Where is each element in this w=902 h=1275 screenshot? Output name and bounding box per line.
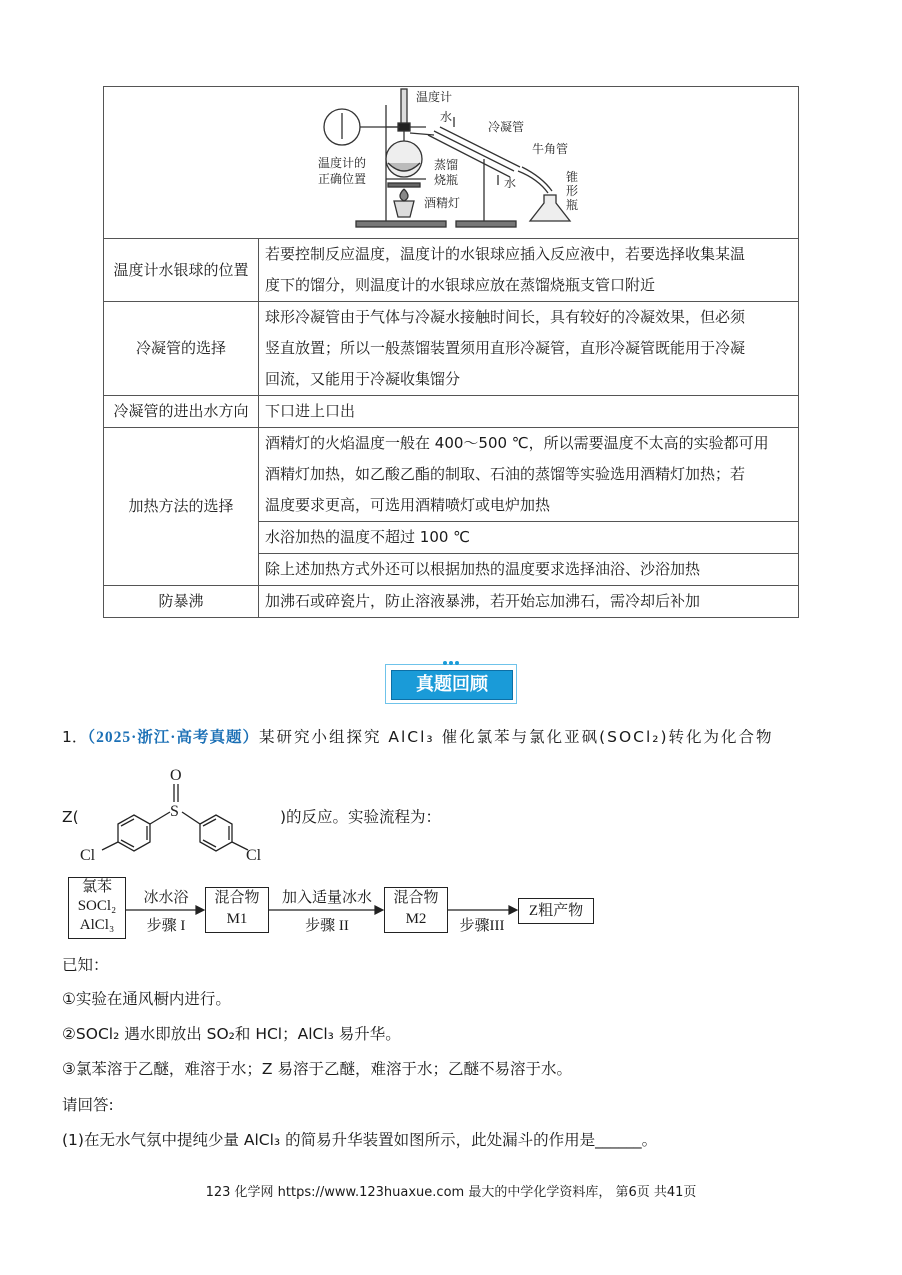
flow-start-line: 氯苯 [81,879,112,895]
label-water-top: 水 [440,110,453,124]
row-line: 若要控制反应温度，温度计的水银球应插入反应液中，若要选择收集某温 [265,245,746,263]
label-thermometer-position-2: 正确位置 [318,172,367,186]
row-content: 水浴加热的温度不超过 100 ℃ [259,522,799,554]
known-mark: ① [62,990,76,1008]
row-line: 回流，又能用于冷凝收集馏分 [265,370,461,388]
flow-step3-bottom: 步骤III [459,918,505,934]
known-title: 已知： [62,956,109,974]
question-source: （2025·浙江·高考真题） [87,729,259,746]
z-prefix: Z( [62,808,79,826]
page-footer: 123 化学网 https://www.123huaxue.com 最大的中学化学资料库， 第6页 共41页 [205,1185,697,1200]
row-line: 度下的馏分，则温度计的水银球应放在蒸馏烧瓶支管口附近 [265,276,656,294]
label-alcohol-lamp: 酒精灯 [424,196,461,210]
flow-m2-line: M2 [405,911,427,927]
row-content: 除上述加热方式外还可以根据加热的温度要求选择油浴、沙浴加热 [259,554,799,586]
flow-m2-line: 混合物 [393,890,439,906]
flow-product-box: Z粗产物 [518,898,594,924]
known-item [62,1058,572,1080]
row-line: 温度要求更高，可选用酒精喷灯或电炉加热 [265,496,551,514]
label-erlenmeyer-1: 锥 [566,170,579,184]
label-erlenmeyer-2: 形 [566,184,579,198]
atom-cl-left: Cl [80,847,96,864]
sub-question-text: (1)在无水气氛中提纯少量 AlCl₃ 的简易升华装置如图所示，此处漏斗的作用是 [62,1131,596,1149]
known-mark: ② [62,1025,76,1043]
arrow-head-icon [375,906,383,914]
atom-s: S [170,803,179,820]
flow-step1-top: 冰水浴 [143,890,189,906]
z-suffix: )的反应。实验流程为： [280,808,442,826]
known-text: 氯苯溶于乙醚，难溶于水；Z 易溶于乙醚，难溶于水；乙醚不易溶于水。 [75,1060,572,1078]
row-line: 酒精灯的火焰温度一般在 400～500 ℃，所以需要温度不太高的实验都可用 [265,434,769,452]
answer-prompt: 请回答: [62,1096,114,1114]
row-label: 加热方法的选择 [104,428,259,586]
flow-start-line: SOCl₂ [77,898,117,914]
row-label: 防暴沸 [104,586,259,618]
arrow-head-icon [196,906,204,914]
known-text: SOCl₂ 遇水即放出 SO₂和 HCl；AlCl₃ 易升华。 [75,1025,401,1043]
atom-o: O [170,767,182,784]
row-line: 竖直放置；所以一般蒸馏装置须用直形冷凝管，直形冷凝管既能用于冷凝 [265,339,746,357]
answer-blank[interactable]: ______ [595,1131,642,1149]
flow-m1-line: M1 [226,911,248,927]
label-thermometer-position-1: 温度计的 [318,156,367,170]
sub-question-1 [62,1129,657,1151]
row-label: 冷凝管的选择 [104,302,259,396]
known-text: 实验在通风橱内进行。 [75,990,231,1008]
label-flask-1: 蒸馏 [434,158,459,172]
label-adapter: 牛角管 [532,142,569,156]
label-condenser: 冷凝管 [488,120,525,134]
flow-step1-bottom: 步骤 I [146,918,186,934]
flow-start-line: AlCl₃ [79,917,115,933]
label-flask-2: 烧瓶 [434,173,459,187]
row-label: 温度计水银球的位置 [104,239,259,302]
question-intro: 某研究小组探究 AlCl₃ 催化氯苯与氯化亚砜(SOCl₂)转化为化合物 [258,728,774,746]
row-label: 冷凝管的进出水方向 [104,396,259,428]
question-number: 1． [62,728,88,746]
sub-question-end: 。 [641,1131,658,1149]
flow-step2-bottom: 步骤 II [305,918,349,934]
known-item [62,988,231,1010]
arrow-head-icon [509,906,517,914]
flow-step2-top: 加入适量冰水 [281,890,372,906]
label-thermometer: 温度计 [416,90,453,104]
label-water-bottom: 水 [504,176,517,190]
known-mark: ③ [62,1060,76,1078]
known-item [62,1023,401,1045]
section-title: 真题回顾 [391,670,513,700]
row-content: 加沸石或碎瓷片，防止溶液暴沸，若开始忘加沸石，需冷却后补加 [259,586,799,618]
label-erlenmeyer-3: 瓶 [566,198,579,212]
flow-m1-line: 混合物 [214,890,260,906]
atom-cl-right: Cl [246,847,262,864]
row-content: 下口进上口出 [259,396,799,428]
row-line: 球形冷凝管由于气体与冷凝水接触时间长，具有较好的冷凝效果，但必须 [265,308,746,326]
row-line: 酒精灯加热，如乙酸乙酯的制取、石油的蒸馏等实验选用酒精灯加热；若 [265,465,746,483]
